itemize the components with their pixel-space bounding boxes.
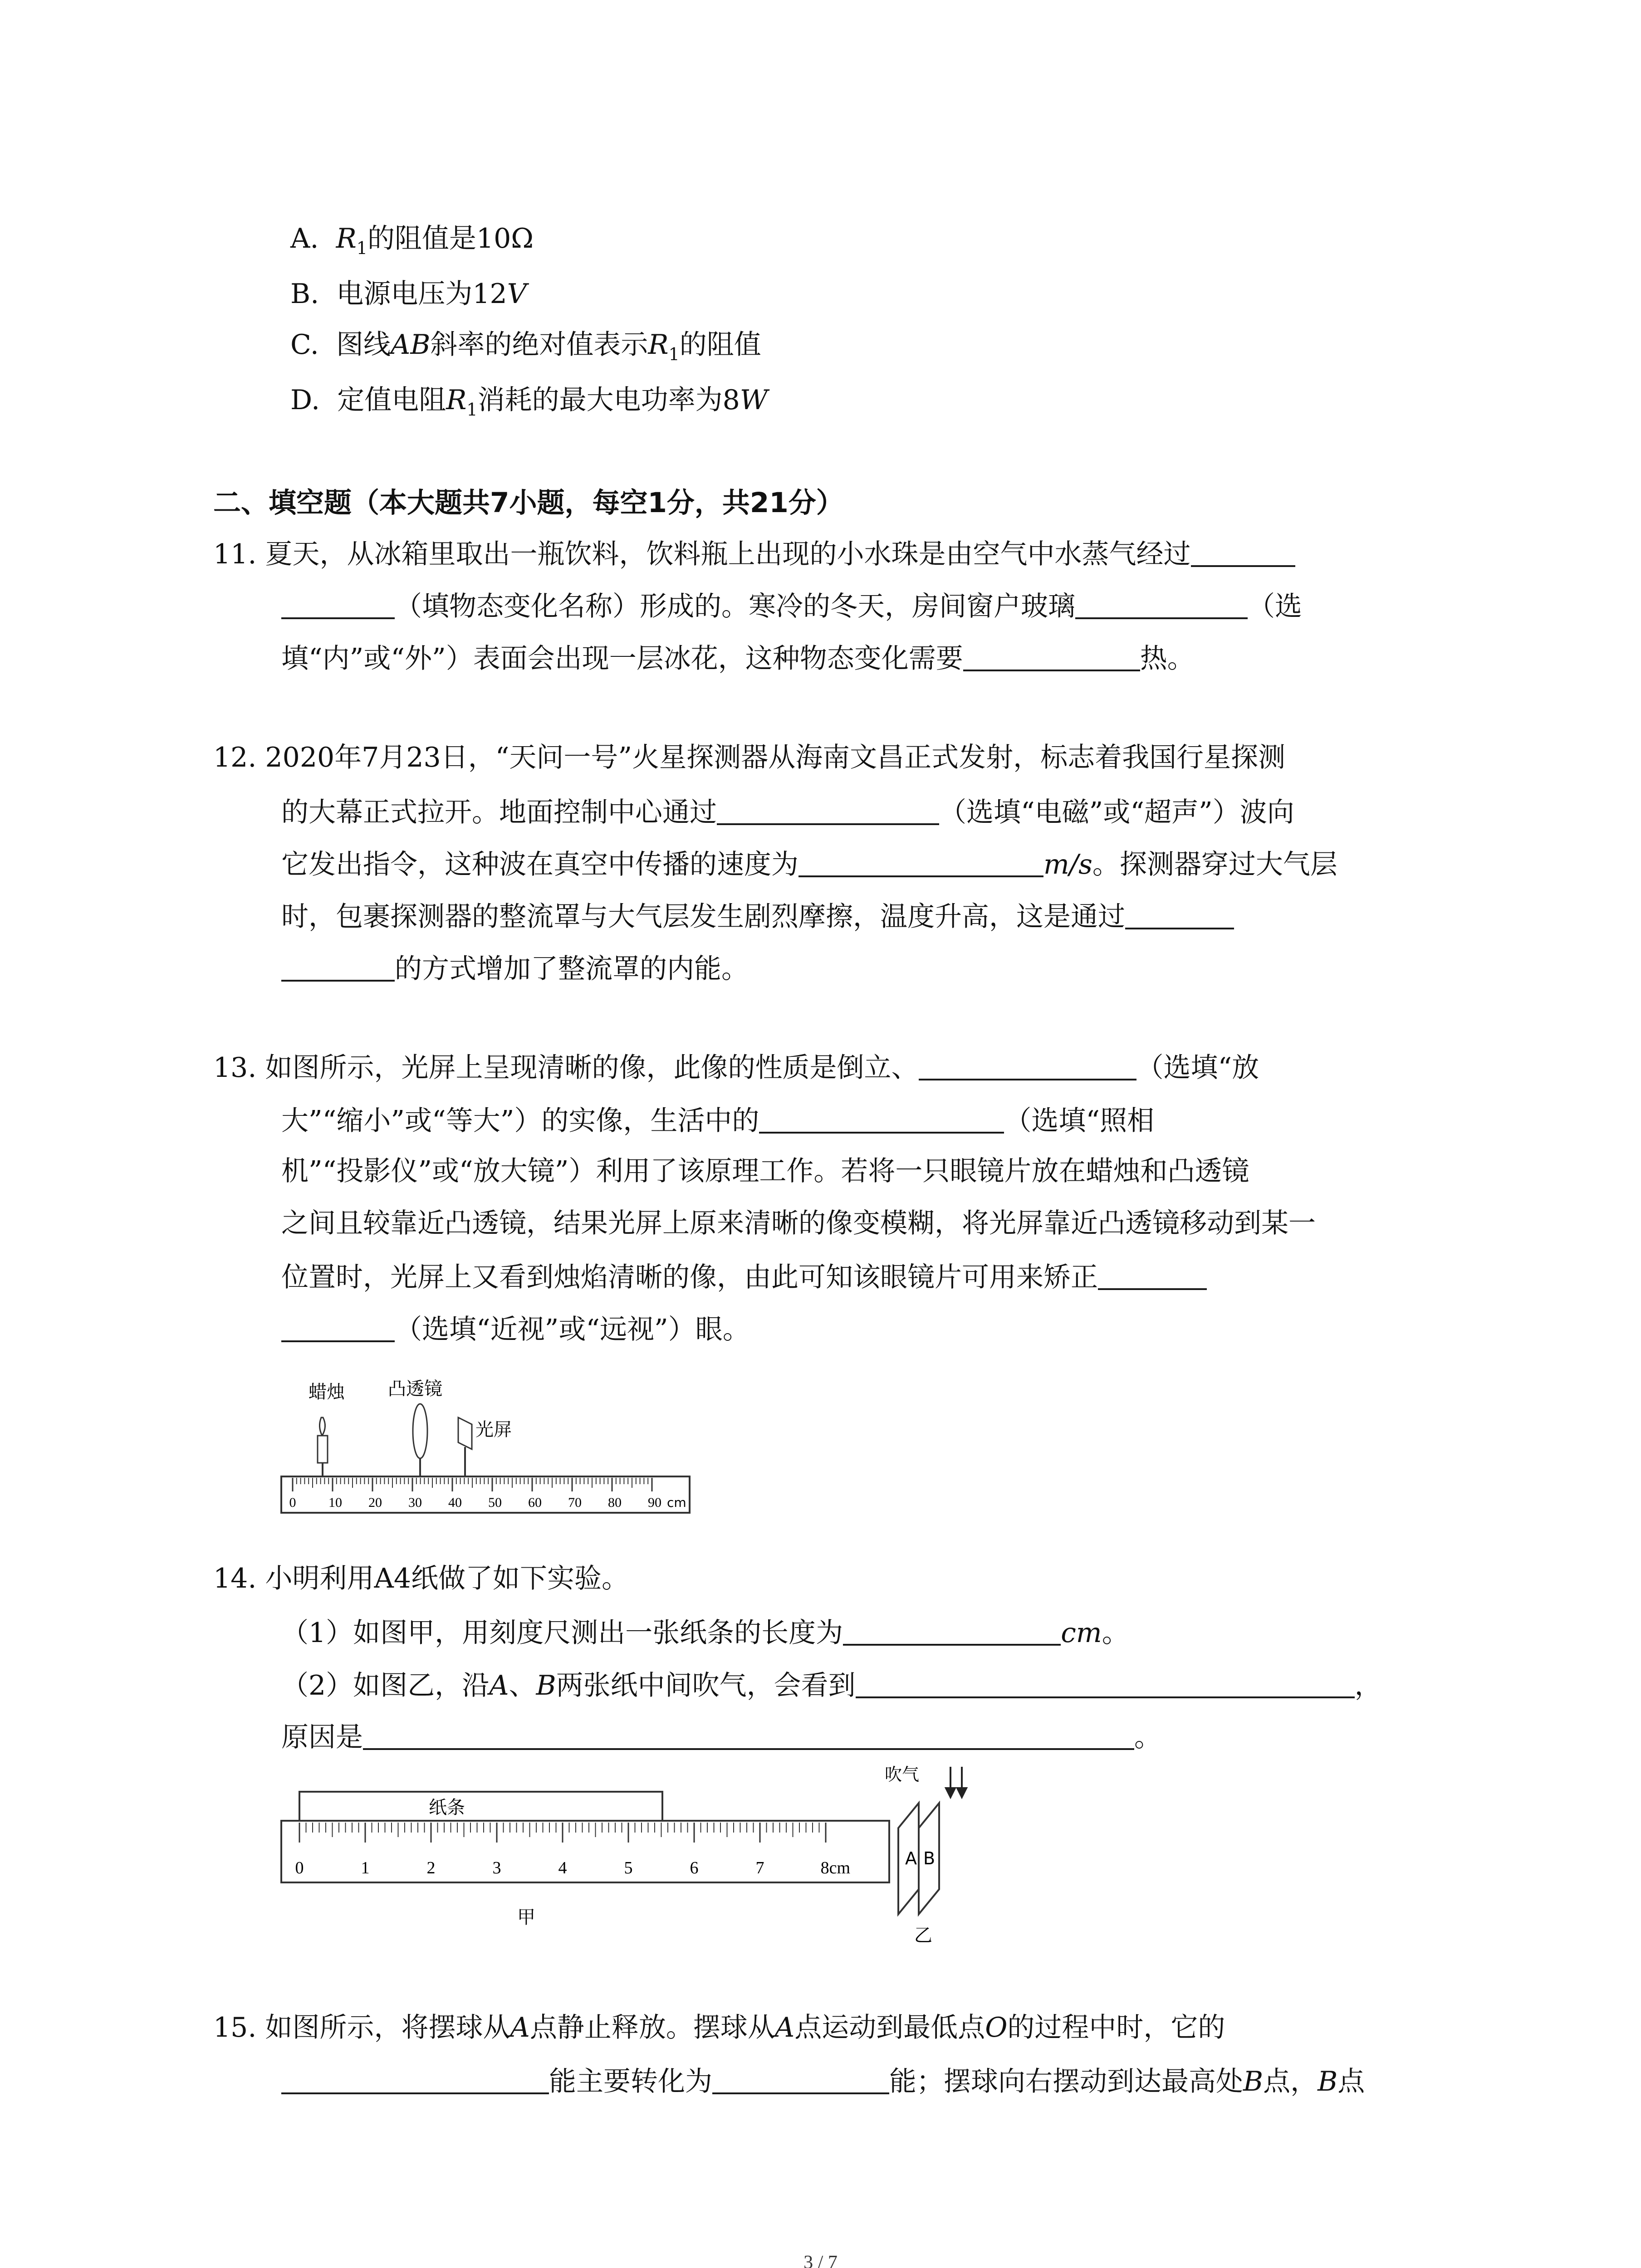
bench-tick-label: 60 [528,1495,542,1510]
bench-tick-label: 20 [368,1495,382,1510]
measuring-ruler [281,1821,889,1882]
bench-tick-label: 70 [568,1495,582,1510]
option-c: C. 图线AB斜率的绝对值表示$R_1$的阻值 [290,329,761,364]
paper-strip [299,1792,662,1821]
answer-blank[interactable] [717,797,939,825]
bench-tick-label: 40 [448,1495,462,1510]
blow-papers-figure-yi [871,1760,989,1950]
answer-blank[interactable] [1075,591,1248,619]
ruler-tick-label: 3 [492,1858,501,1877]
answer-blank[interactable] [1191,539,1295,567]
option-d: D. 定值电阻$R_1$消耗的最大电功率为8W [290,384,768,420]
paper-strip-label: 纸条 [429,1797,465,1818]
light-screen-icon [458,1418,472,1476]
paper-b-label: B [923,1848,936,1868]
ruler-tick-label: 0 [295,1858,304,1877]
answer-blank[interactable] [856,1670,1355,1698]
bench-tick-label: 10 [328,1495,342,1510]
answer-blank[interactable] [281,1314,395,1342]
option-a: A. $R_1$的阻值是10Ω [290,223,534,258]
question-number: 12. [213,742,257,773]
bench-tick-label: 30 [408,1495,422,1510]
question-number: 11. [213,538,257,570]
arrow-down-icon [946,1767,966,1797]
ruler-tick-label: 6 [690,1858,699,1877]
answer-blank[interactable] [281,953,395,982]
ruler-tick-label: 4 [558,1858,567,1877]
bench-tick-label: 90 [648,1495,661,1510]
section-heading: 二、填空题（本大题共7小题，每空1分，共21分） [213,487,844,519]
lens-label: 凸透镜 [388,1378,442,1399]
question-number: 13. [213,1052,257,1084]
answer-blank[interactable] [963,643,1140,671]
blow-label: 吹气 [885,1765,920,1784]
paper-a-label: A [905,1848,917,1868]
answer-blank[interactable] [1098,1262,1207,1290]
ruler-tick-label: 2 [426,1858,436,1877]
exam-page: A. $R_1$的阻值是10Ω B. 电源电压为12V C. 图线AB斜率的绝对值表示$R_1$的阻值 D. 定值电阻$R_1$消耗的最大电功率为8W 二、填空题（本大题共7小题，每空1分，共21分） 11. 夏天，从冰箱里取出一瓶饮料，饮料瓶上出现的小水珠是由空气中水蒸气经过 （填物态变化名称）形成的。寒冷的冬天，房间窗户玻璃 （选 填“内”或“外”）表面会出现一层冰花，这种物态变化需要 热。 12. 2020年7月23日，“天问一号”火星探测器从海南文昌正式发射，标志着我国行星探测 的大幕正式拉开。地面控制中心通过 （选填“电磁”或“超声”）波向 它发出指令，这种波在真空中传播的速度为 m/s。探测器穿过大气层 时，包裹探测器的整流罩与大气层发生剧烈摩擦，温度升高，这是通过 的方式增加了整流罩的内能。 13. 如图所示，光屏上呈现清晰的像，此像的性质是倒立、 （选填“放 大”“缩小”或“等大”）的实像，生活中的 （选填“照相 机”“投影仪”或“放大镜”）利用了该原理工作。若将一只眼镜片放在蜡烛和凸透镜 之间且较靠近凸透镜，结果光屏上原来清晰的像变模糊，将光屏靠近凸透镜移动到某一 位置时，光屏上又看到烛焰清晰的像，由此可知该眼镜片可用来矫正 （选填“近视”或“远视”）眼。 蜡烛 凸透镜 光屏 0 10 20 30 40 50 60 70 80 90 cm 14. 小明利用A4纸做了如下实验。 （1）如图甲，用刻度尺测出一张纸条的长度为 cm。 （2）如图乙，沿A、B两张纸中间吹气，会看到 ， 原因是 。 纸条 0 1 2 3 4 5 6 7 8cm 甲 吹气 A B 乙 15. 如图所示，将摆球从A点静止释放。摆球从A点运动到最低点O的过程中时，它的 能主要转化为 能；摆球向右摆动到达最高处B点，B点 3 / 7 [0,0,1641,2268]
convex-lens-icon [413,1404,427,1476]
ruler-tick-label: 1 [361,1858,370,1877]
answer-blank[interactable] [919,1052,1136,1080]
ruler-tick-label: 5 [624,1858,633,1877]
option-b: B. 电源电压为12V [290,278,527,310]
answer-blank[interactable] [281,2066,549,2094]
answer-blank[interactable] [798,849,1043,877]
bench-unit-label: cm [667,1495,686,1510]
answer-blank[interactable] [712,2066,889,2094]
bench-tick-label: 0 [289,1495,296,1510]
candle-label: 蜡烛 [309,1382,345,1403]
answer-blank[interactable] [363,1722,1134,1750]
screen-label: 光屏 [475,1419,512,1440]
ruler-tick-label: 8cm [820,1858,851,1877]
ruler-figure-jia [272,1787,898,1941]
ruler-tick-label: 7 [755,1858,764,1877]
answer-blank[interactable] [759,1105,1004,1134]
answer-blank[interactable] [843,1618,1061,1646]
figure-caption-jia: 甲 [517,1907,535,1928]
figure-caption-yi: 乙 [914,1925,932,1946]
optical-bench-figure [272,1374,708,1520]
question-number: 14. [213,1563,257,1594]
candle-icon [318,1418,328,1476]
bench-tick-label: 80 [608,1495,622,1510]
question-number: 15. [213,2012,257,2043]
answer-blank[interactable] [1125,901,1234,929]
bench-tick-label: 50 [488,1495,502,1510]
page-number: 3 / 7 [803,2252,838,2268]
answer-blank[interactable] [281,591,395,619]
